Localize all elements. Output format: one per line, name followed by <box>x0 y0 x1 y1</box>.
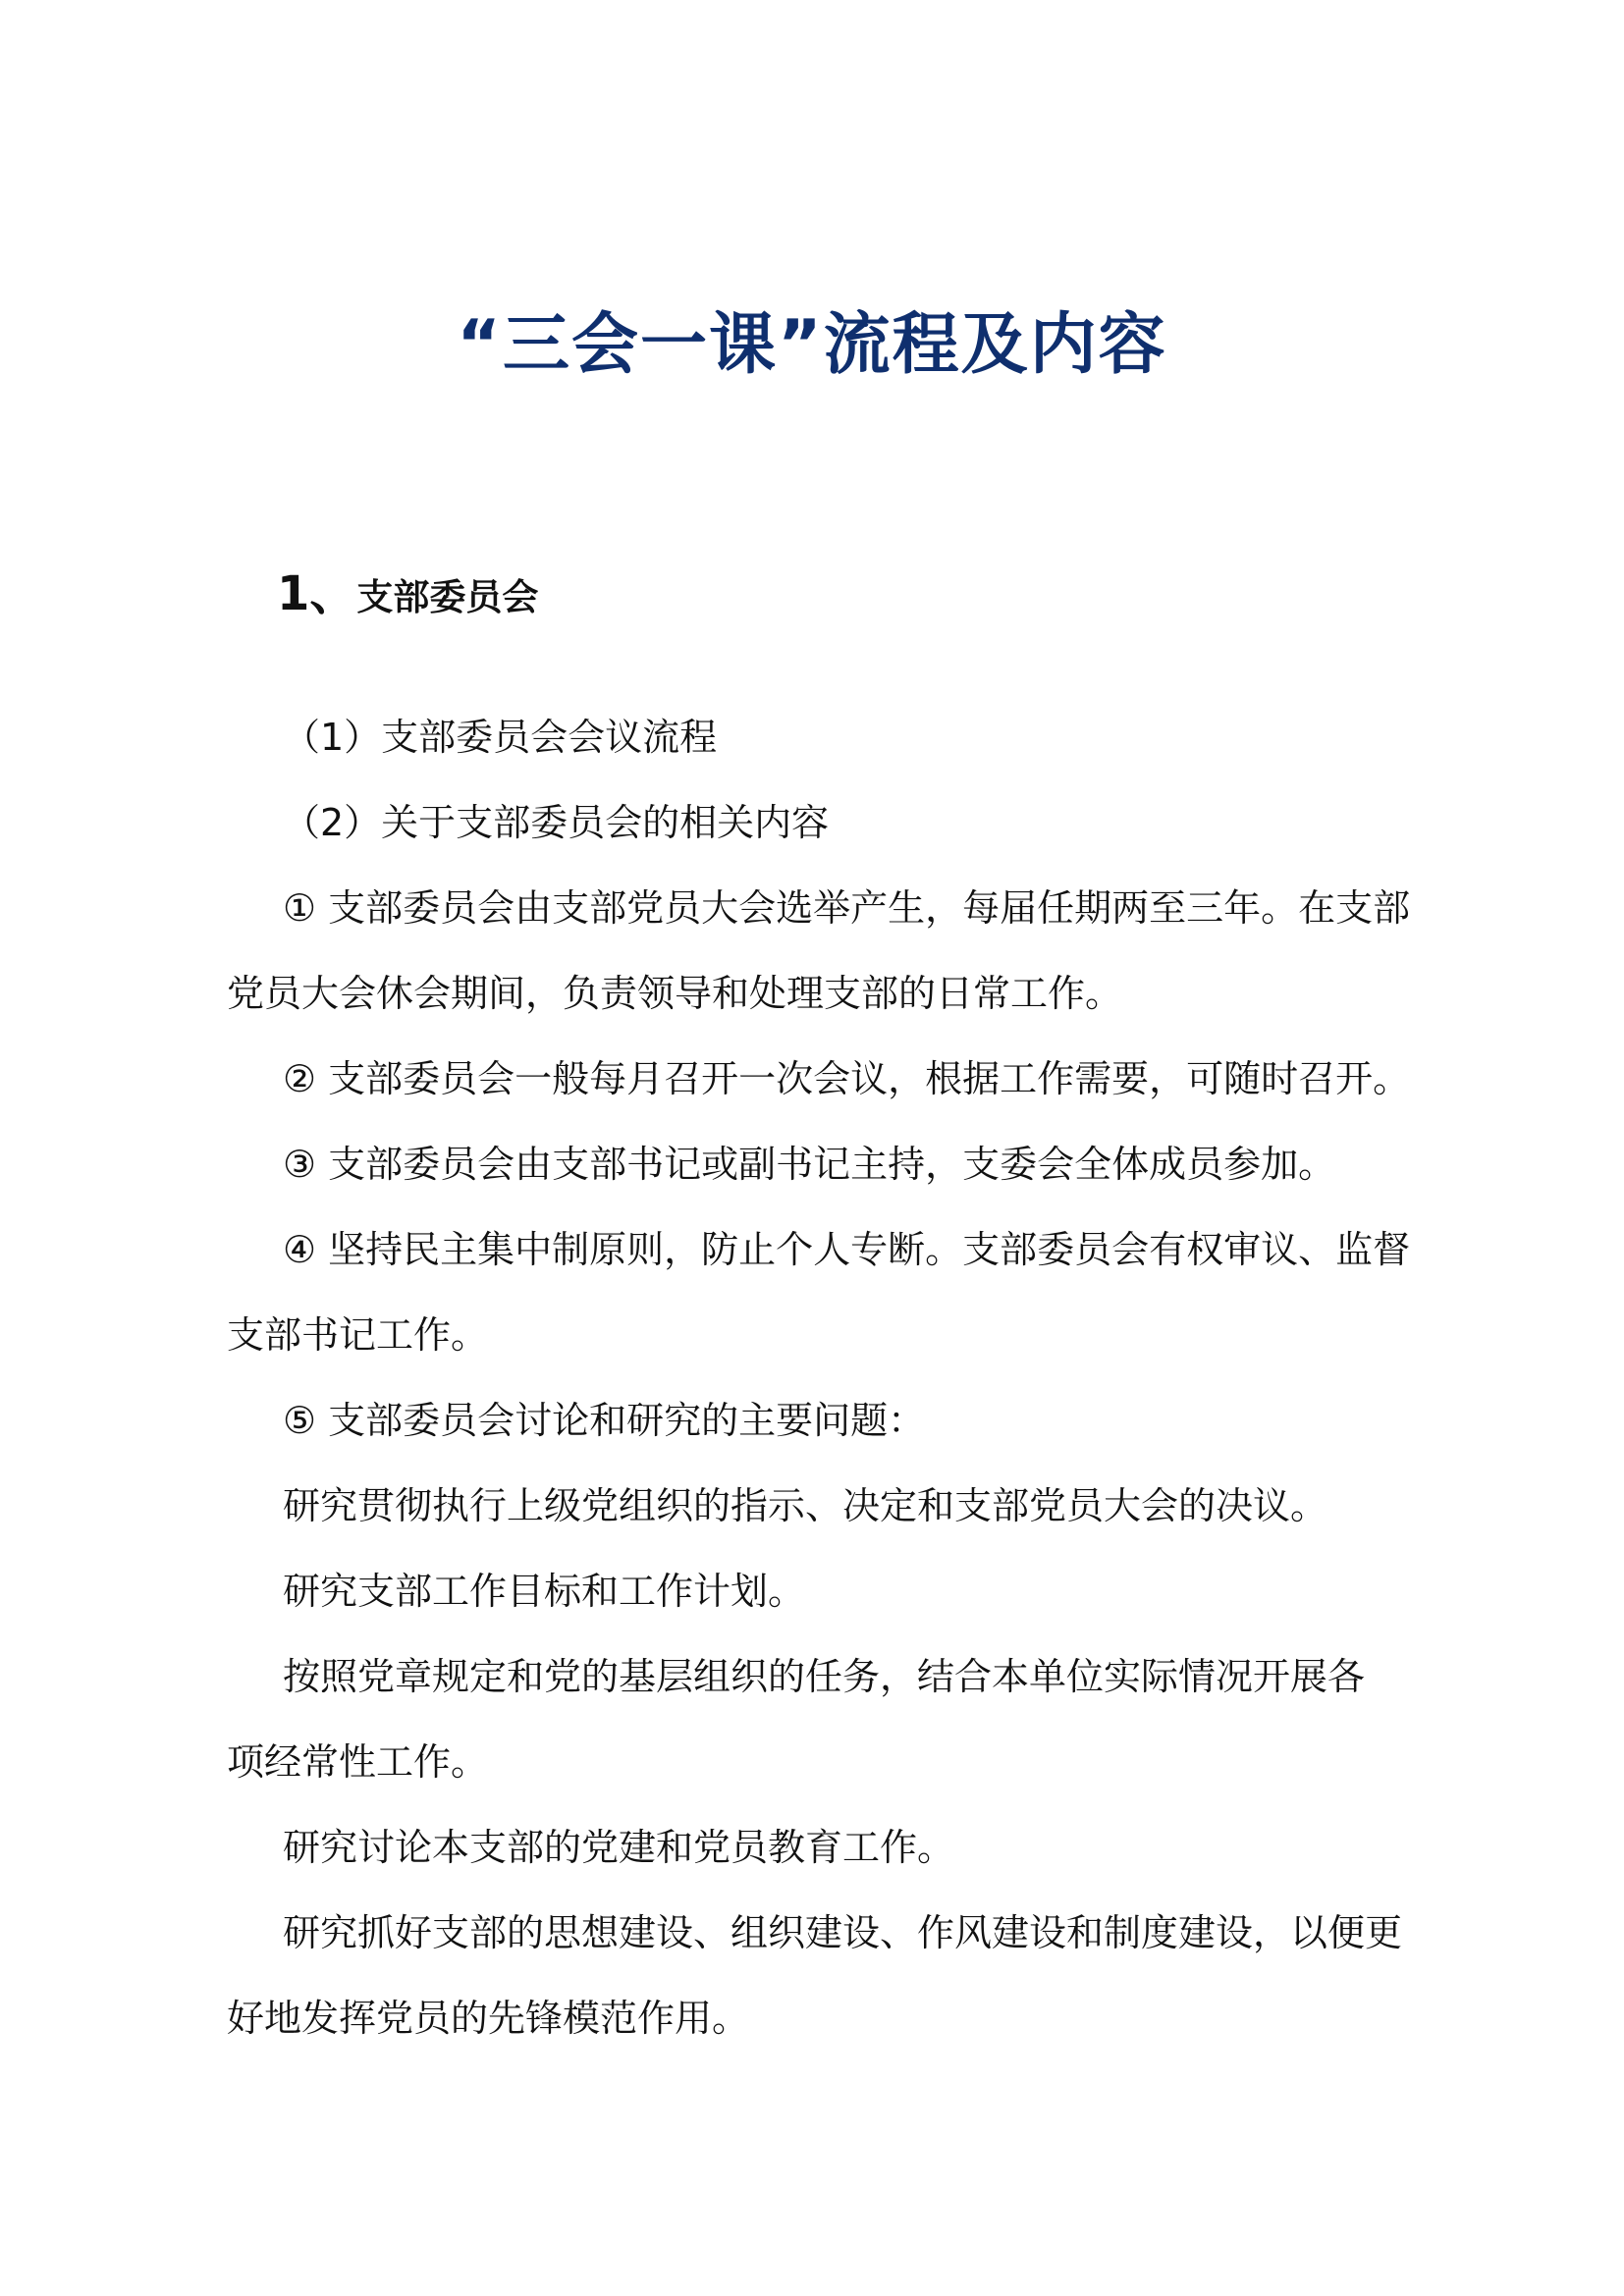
paragraph-line: 研究讨论本支部的党建和党员教育工作。 <box>283 1826 955 1869</box>
section-title: 支部委员会 <box>356 576 539 618</box>
paragraph-line: ④ 坚持民主集中制原则，防止个人专断。支部委员会有权审议、监督 <box>283 1228 1411 1271</box>
paragraph-line: 研究贯彻执行上级党组织的指示、决定和支部党员大会的决议。 <box>283 1484 1328 1527</box>
paragraph-line: ② 支部委员会一般每月召开一次会议，根据工作需要，可随时召开。 <box>283 1057 1411 1100</box>
paragraph-line: ⑤ 支部委员会讨论和研究的主要问题： <box>283 1399 926 1442</box>
paragraph-line: 按照党章规定和党的基层组织的任务，结合本单位实际情况开展各 <box>283 1655 1366 1698</box>
paragraph-line: 研究抓好支部的思想建设、组织建设、作风建设和制度建设，以便更 <box>283 1911 1403 1954</box>
paragraph-line: 好地发挥党员的先锋模范作用。 <box>227 1997 750 2040</box>
body-text <box>227 695 1415 2061</box>
paragraph-line: 支部书记工作。 <box>227 1313 489 1357</box>
subheading-process: （1）支部委员会会议流程 <box>283 716 718 759</box>
paragraph-line: 研究支部工作目标和工作计划。 <box>283 1570 806 1613</box>
section-number: 1、 <box>277 566 357 621</box>
section-heading <box>277 560 538 636</box>
paragraph-line: ① 支部委员会由支部党员大会选举产生，每届任期两至三年。在支部 <box>283 886 1411 930</box>
subheading-related-content: （2）关于支部委员会的相关内容 <box>283 801 830 844</box>
paragraph-line: ③ 支部委员会由支部书记或副书记主持，支委会全体成员参加。 <box>283 1143 1336 1186</box>
document-title: “三会一课”流程及内容 <box>457 306 1167 384</box>
paragraph-line: 党员大会休会期间，负责领导和处理支部的日常工作。 <box>227 972 1123 1015</box>
paragraph-line: 项经常性工作。 <box>227 1740 489 1784</box>
